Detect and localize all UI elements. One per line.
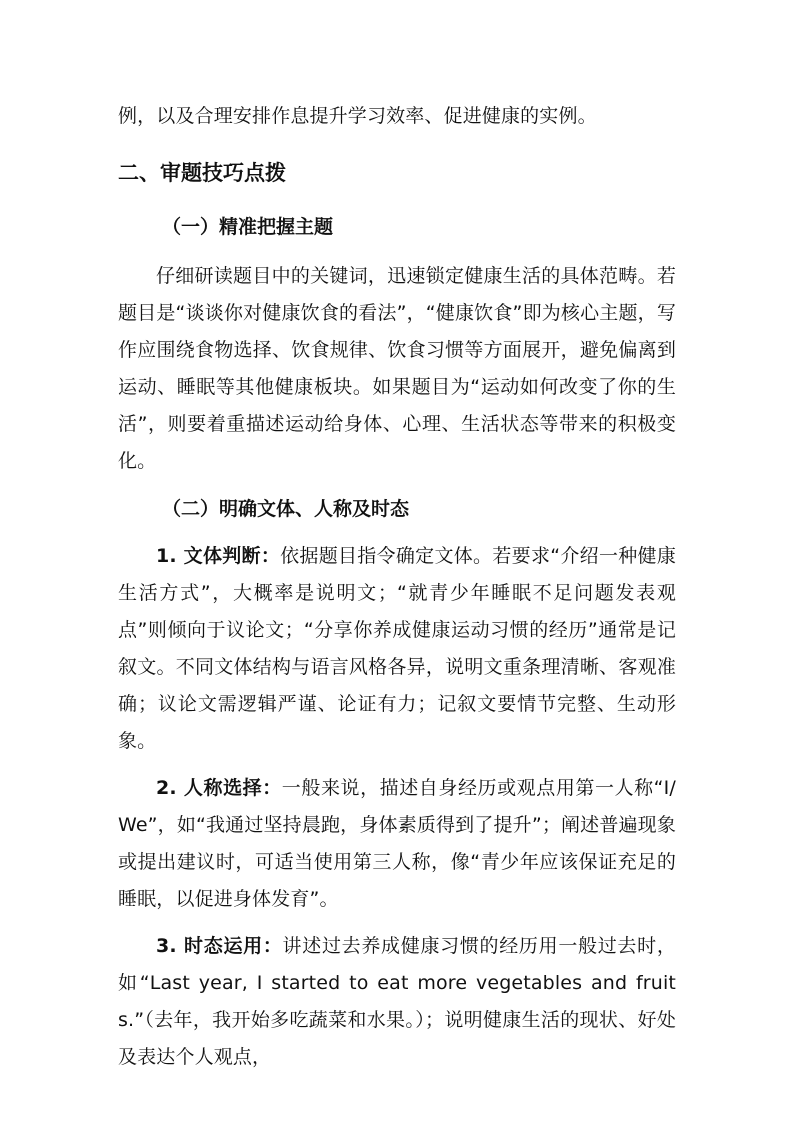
item-genre-judgment-text: 依据题目指令确定文体。若要求“介绍一种健康生活方式”，大概率是说明文；“就青少年睡眠不足问题发表观点”则倾向于议论文；“分享你养成健康运动习惯的经历”通常是记叙文。不同文体结构与语言风格各异，说明文重条理清晰、客观准确；议论文需逻辑严谨、论证有力；记叙文要情节完整、生动形象。 — [118, 545, 676, 752]
subsection-2-title: （二）明确文体、人称及时态 — [162, 498, 410, 520]
item-genre-judgment-label: 1. 文体判断： — [156, 545, 281, 567]
item-tense-usage-text: 讲述过去养成健康习惯的经历用一般过去时，如“Last year, I started to eat more vegetables and fruits.”（去年，我开始多吃蔬菜和水果。）；说明健康生活的现状、好处及表达个人观点， — [118, 935, 676, 1068]
item-person-choice-text: 一般来说，描述自身经历或观点用第一人称“I/We”，如“我通过坚持晨跑，身体素质得到了提升”；阐述普遍现象或提出建议时，可适当使用第三人称，像“青少年应该保证充足的睡眠，以促进身体发育”。 — [118, 777, 676, 910]
item-person-choice — [118, 770, 676, 918]
subsection-1-paragraph: 仔细研读题目中的关键词，迅速锁定健康生活的具体范畴。若题目是“谈谈你对健康饮食的看法”，“健康饮食”即为核心主题，写作应围绕食物选择、饮食规律、饮食习惯等方面展开，避免偏离到运动、睡眠等其他健康板块。如果题目为“运动如何改变了你的生活”，则要着重描述运动给身体、心理、生活状态等带来的积极变化。 — [118, 265, 676, 472]
item-tense-usage-label: 3. 时态运用： — [156, 935, 283, 957]
document-body — [118, 98, 676, 1086]
section-title: 二、审题技巧点拨 — [118, 161, 286, 185]
item-tense-usage — [118, 928, 676, 1076]
item-genre-judgment — [118, 538, 676, 760]
intro-line: 例，以及合理安排作息提升学习效率、促进健康的实例。 — [118, 105, 597, 127]
item-person-choice-label: 2. 人称选择： — [156, 777, 282, 799]
subsection-1-title: （一）精准把握主题 — [162, 216, 334, 238]
